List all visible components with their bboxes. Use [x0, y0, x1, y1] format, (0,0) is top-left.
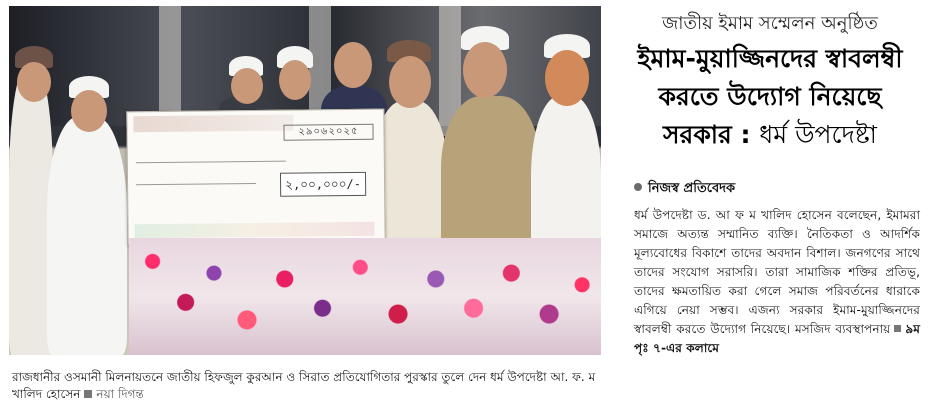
person-face — [17, 62, 51, 102]
article-body — [634, 206, 920, 358]
square-bullet-icon — [84, 390, 92, 398]
continued-note: ৯ম পৃঃ ৭-এর কলামে — [634, 322, 920, 355]
person-face — [545, 50, 589, 106]
caption-text: রাজধানীর ওসমানী মিলনায়তনে জাতীয় হিফজুল কুরআন ও সিরাত প্রতিযোগিতার পুরস্কার তুলে দেন ধর্ম উপদেষ্টা আ. ফ. ম খালিদ হোসেন — [12, 370, 596, 401]
headline-line-2: করতে উদ্যোগ নিয়েছে — [658, 82, 882, 111]
main-headline — [612, 40, 928, 154]
headline-thin-part: ধর্ম উপদেষ্টা — [759, 120, 877, 149]
flower-garland — [129, 238, 601, 355]
headline-line-3 — [612, 116, 928, 154]
square-bullet-icon — [894, 325, 901, 332]
byline-text: নিজস্ব প্রতিবেদক — [648, 181, 736, 196]
news-photo — [9, 6, 601, 355]
kicker-headline: জাতীয় ইমাম সম্মেলন অনুষ্ঠিত — [662, 13, 878, 34]
byline — [634, 180, 735, 198]
person-face — [231, 68, 263, 104]
cheque-line — [136, 161, 286, 164]
cheque-amount: ২,০০,০০০/- — [280, 172, 366, 197]
headline-bold-part: সরকার : — [663, 120, 751, 149]
person-face — [389, 56, 431, 108]
photo-credit: নয়া দিগন্ত — [96, 387, 144, 401]
person-face — [279, 60, 311, 100]
cheque-header — [133, 115, 293, 133]
prize-cheque — [126, 109, 385, 246]
cheque-footer — [134, 222, 374, 239]
bullet-icon — [634, 183, 642, 191]
article-text: ধর্ম উপদেষ্টা ড. আ ফ ম খালিদ হোসেন বলেছেন, ইমামরা সমাজে অত্যন্ত সম্মানিত ব্যক্তি। নৈতিকতা ও আদর্শিক মূল্যবোধের বিকাশে তাদের অবদান বিশাল। জনগণের সাথে তাদের সংযোগ সরাসরি। তারা সামাজিক শক্তির প্রতিভূ, তাদের ক্ষমতায়িত করা গেলে সমাজ পরিবর্তনের ধারাকে এগিয়ে নেয়া সম্ভব। এজন্য সরকার ইমাম-মুয়াজ্জিনদের স্বাবলম্বী করতে উদ্যোগ নিয়েছে। মসজিদ ব্যবস্থাপনায় — [634, 208, 920, 336]
boy-figure — [47, 116, 127, 355]
boy-face — [71, 90, 107, 132]
headline-line-1: ইমাম-মুয়াজ্জিনদের স্বাবলম্বী — [637, 44, 903, 73]
person-face — [334, 42, 372, 88]
person-face — [463, 42, 507, 98]
cheque-line — [136, 183, 256, 185]
cheque-date: ২৯০৬২০২৫ — [283, 124, 373, 141]
photo-caption — [12, 369, 604, 403]
